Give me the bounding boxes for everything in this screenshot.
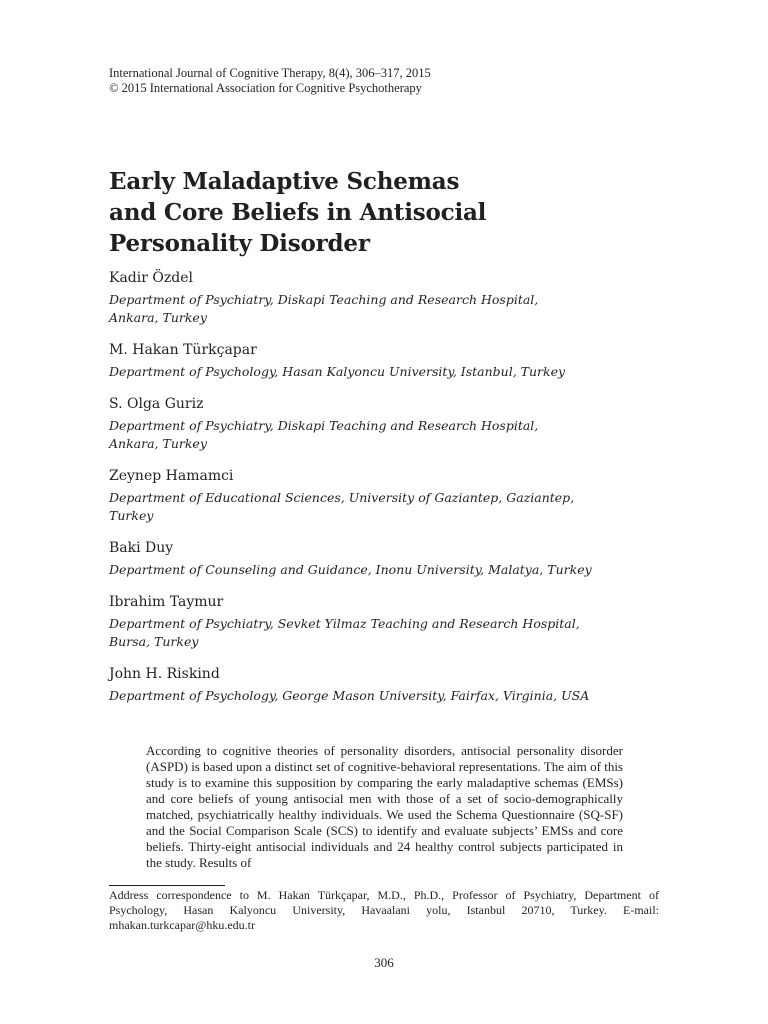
- affiliation-line: Department of Psychology, Hasan Kalyoncu University, Istanbul, Turkey: [109, 364, 566, 379]
- affiliation-line: Department of Psychiatry, Diskapi Teaching and Research Hospital,: [109, 418, 539, 433]
- author-block: [109, 538, 679, 579]
- title-line: and Core Beliefs in Antisocial: [109, 199, 487, 226]
- article-title: [109, 166, 669, 259]
- affiliation-line: Department of Psychiatry, Diskapi Teaching and Research Hospital,: [109, 292, 539, 307]
- author-affiliation: [109, 561, 679, 579]
- title-line: Early Maladaptive Schemas: [109, 168, 460, 195]
- author-name: M. Hakan Türkçapar: [109, 342, 257, 358]
- author-affiliation: [109, 489, 679, 525]
- author-affiliation: [109, 363, 679, 381]
- title-line: Personality Disorder: [109, 230, 370, 257]
- author-block: [109, 592, 679, 651]
- author-name: John H. Riskind: [109, 666, 220, 682]
- author-list: [109, 268, 679, 718]
- abstract-text: According to cognitive theories of personality disorders, antisocial personality disorder (ASPD) is based upon a distinct set of cognitive-behavioral representations. The aim of this study is to examine this supposition by comparing the early maladaptive schemas (EMSs) and core beliefs of young antisocial men with those of a set of socio-demographically matched, psychiatrically healthy individuals. We used the Schema Questionnaire (SQ-SF) and the Social Comparison Scale (SCS) to identify and evaluate subjects’ EMSs and core beliefs. Thirty-eight antisocial individuals and 24 healthy control subjects participated in the study. Results of: [146, 743, 623, 870]
- author-block: [109, 664, 679, 705]
- affiliation-line: Turkey: [109, 508, 154, 523]
- journal-citation: International Journal of Cognitive Therapy, 8(4), 306–317, 2015: [109, 66, 431, 80]
- page-number: 306: [374, 955, 394, 970]
- author-affiliation: [109, 417, 679, 453]
- affiliation-line: Ankara, Turkey: [109, 436, 207, 451]
- correspondence-footnote: Address correspondence to M. Hakan Türkçapar, M.D., Ph.D., Professor of Psychiatry, Department of Psychology, Hasan Kalyoncu University, Havaalani yolu, Istanbul 20710, Turkey. E-mail: mhakan.turkcapar@hku.edu.tr: [109, 888, 659, 932]
- author-block: [109, 394, 679, 453]
- copyright-line: © 2015 International Association for Cognitive Psychotherapy: [109, 81, 422, 95]
- author-block: [109, 340, 679, 381]
- author-name: Ibrahim Taymur: [109, 594, 224, 610]
- author-affiliation: [109, 291, 679, 327]
- author-affiliation: [109, 687, 679, 705]
- journal-header: [109, 66, 431, 96]
- author-block: [109, 268, 679, 327]
- author-block: [109, 466, 679, 525]
- affiliation-line: Department of Educational Sciences, University of Gaziantep, Gaziantep,: [109, 490, 575, 505]
- affiliation-line: Ankara, Turkey: [109, 310, 207, 325]
- affiliation-line: Department of Psychiatry, Sevket Yilmaz Teaching and Research Hospital,: [109, 616, 580, 631]
- affiliation-line: Department of Psychology, George Mason University, Fairfax, Virginia, USA: [109, 688, 590, 703]
- author-name: Kadir Özdel: [109, 270, 193, 286]
- affiliation-line: Bursa, Turkey: [109, 634, 199, 649]
- footnote-rule: [109, 885, 225, 886]
- author-name: Zeynep Hamamci: [109, 468, 234, 484]
- author-affiliation: [109, 615, 679, 651]
- affiliation-line: Department of Counseling and Guidance, Inonu University, Malatya, Turkey: [109, 562, 592, 577]
- author-name: Baki Duy: [109, 540, 174, 556]
- author-name: S. Olga Guriz: [109, 396, 204, 412]
